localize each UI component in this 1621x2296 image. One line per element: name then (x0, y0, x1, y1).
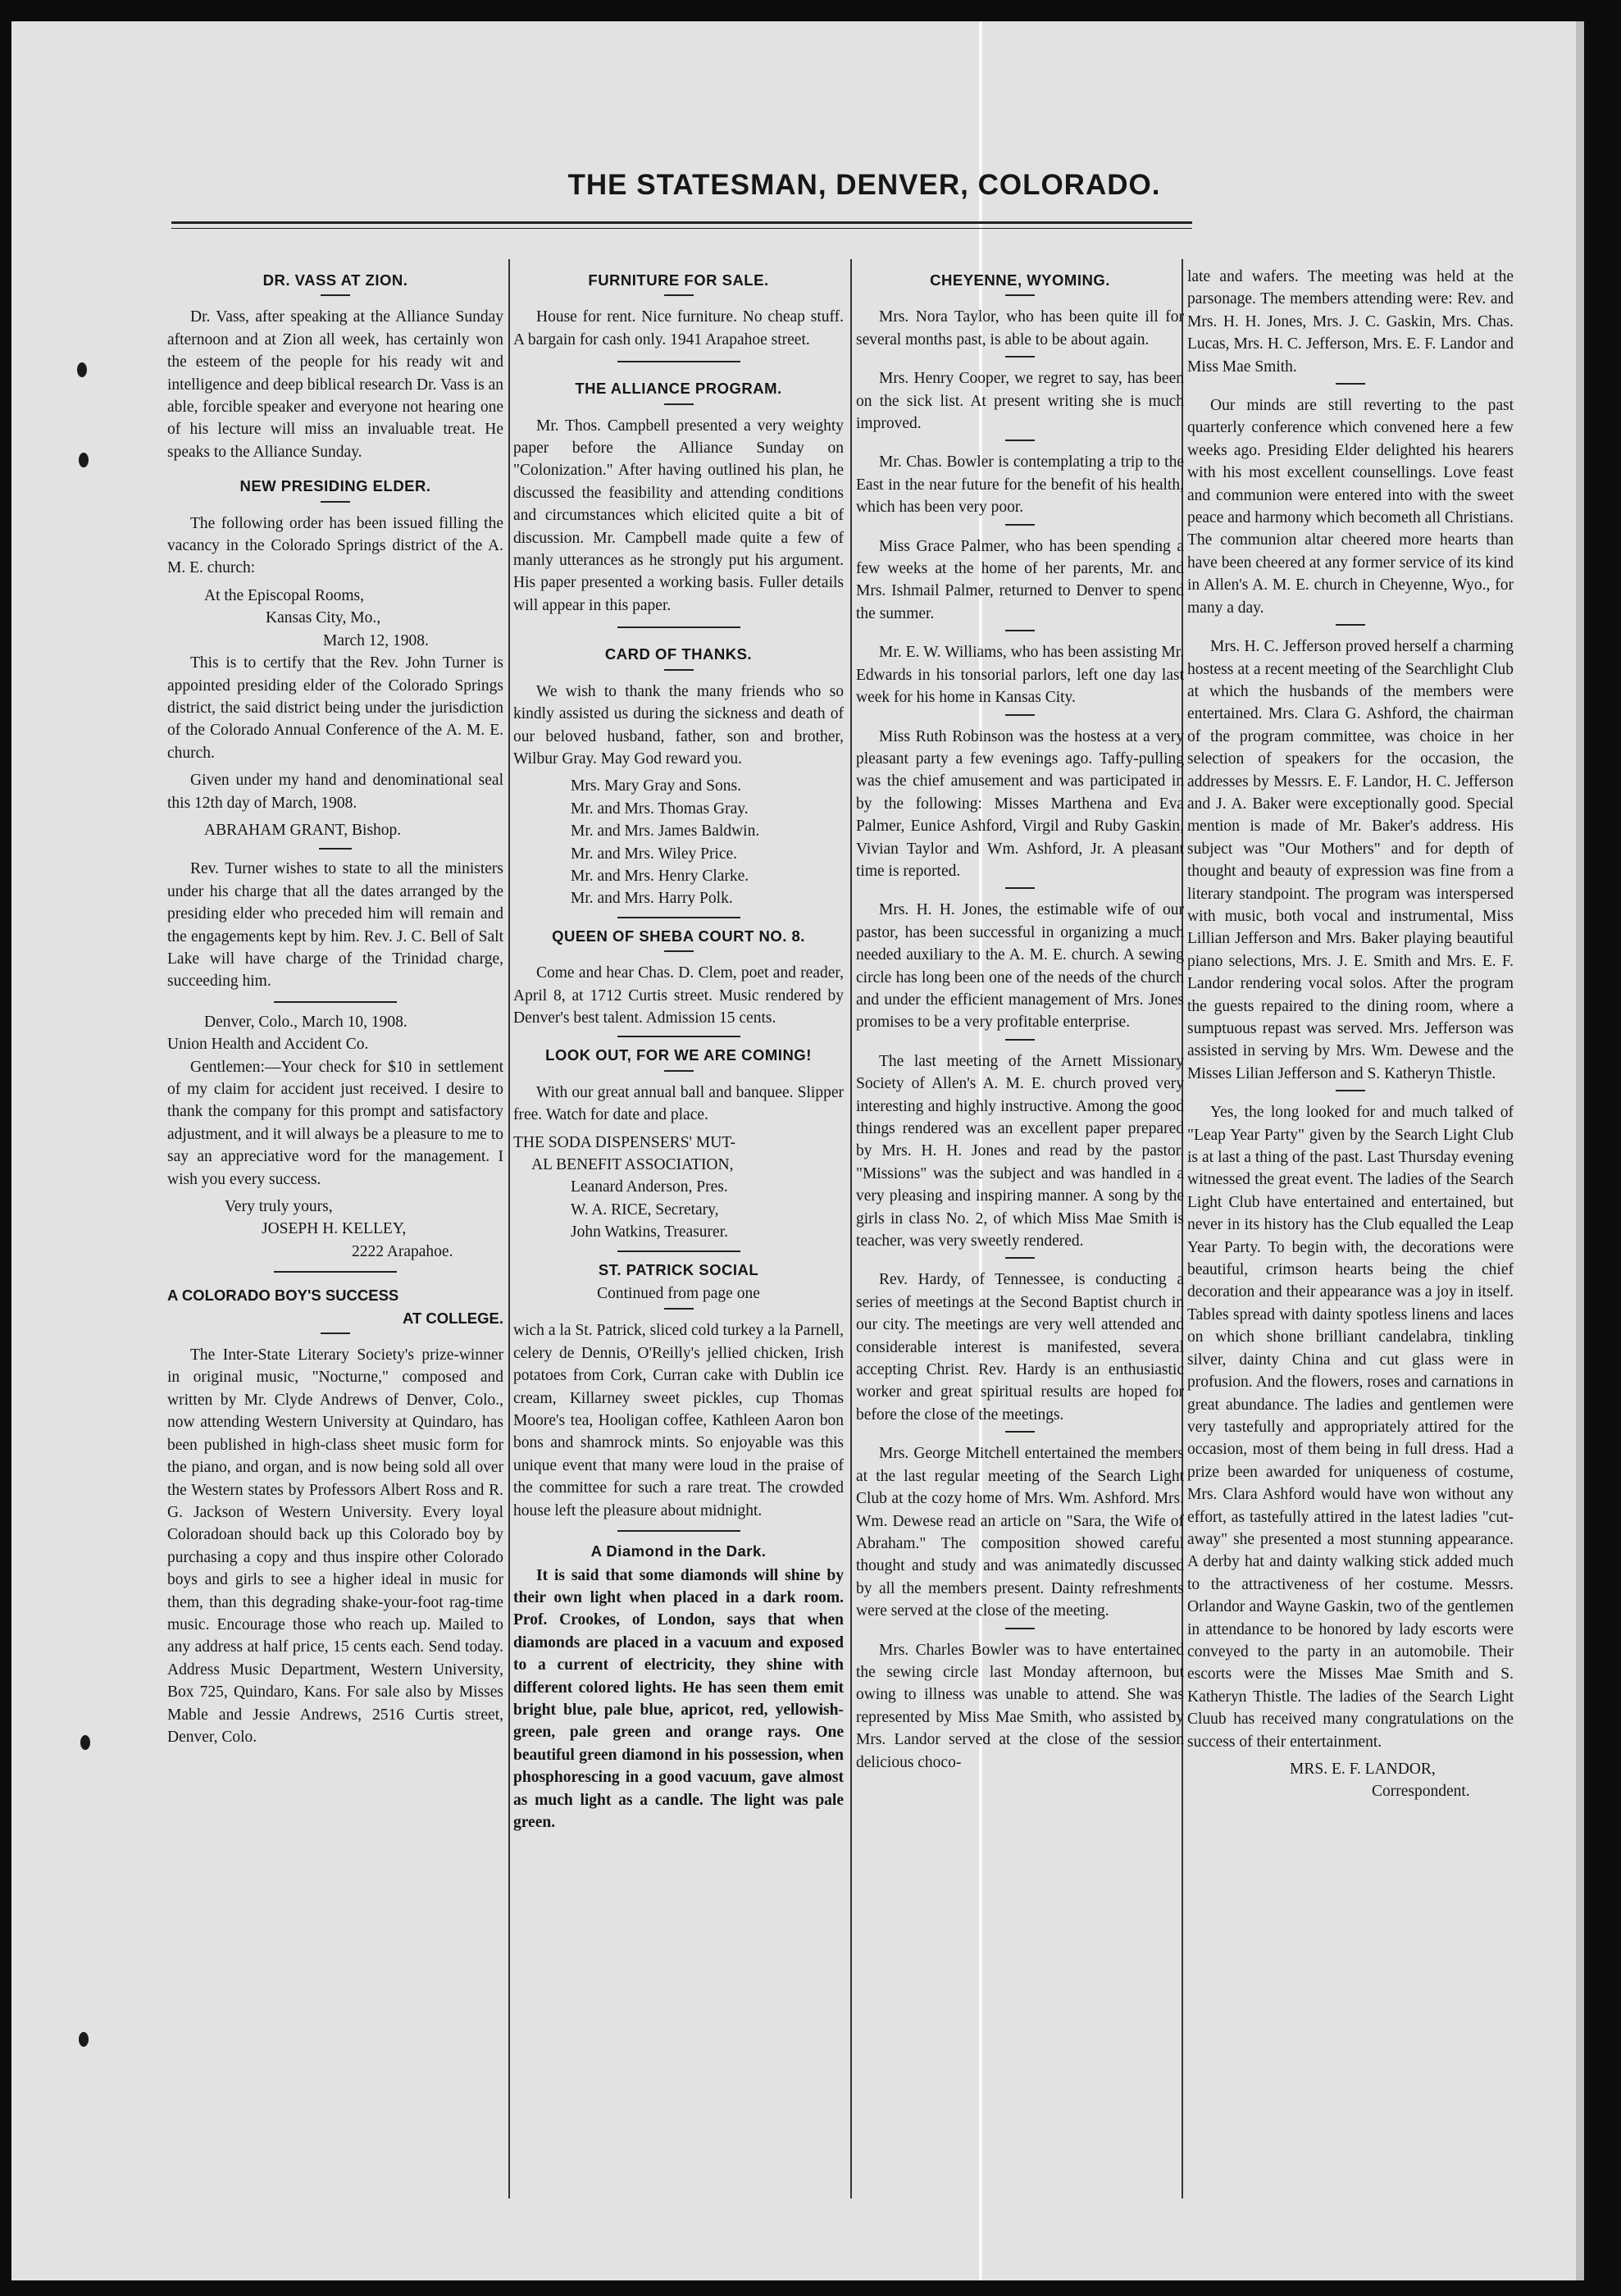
binding-hole (77, 362, 87, 377)
news-item: Mrs. H. C. Jefferson proved herself a charming hostess at a recent meeting of the Searchlight Club at which the husbands of the members were entertained. Mrs. Clara G. Ashford, the chairman of the program committee, was choice in her selection of speakers for the occasion, the addresses by Messrs. E. F. Landor, H. C. Jefferson and J. A. Baker were exceptionally good. Special mention is made of Mr. Baker's address. His subject was "Our Mothers" and for depth of thought and beauty of expression was fine from a literary standpoint. The program was interspersed with music, both vocal and instrumental, Miss Lillian Jefferson and Mrs. Baker playing beautiful piano selections, Mrs. J. E. Smith and Mrs. E. F. Landor rendering vocal solos. After the program the guests repaired to the dining room, where a sumptuous repast was served. Mrs. Jefferson was assisted in serving by Mrs. Wm. Dewese and the Misses Lilian Jefferson and S. Katheryn Thistle. (1187, 638, 1514, 1082)
news-item: Mrs. Henry Cooper, we regret to say, has been on the sick list. At present writing she is much improved. (856, 370, 1184, 433)
headline-queen-of-sheba: QUEEN OF SHEBA COURT NO. 8. (552, 927, 805, 945)
dash-rule (1005, 887, 1035, 889)
headline-cheyenne: CHEYENNE, WYOMING. (930, 271, 1110, 289)
dash-rule (664, 950, 694, 952)
association-line: THE SODA DISPENSERS' MUT- (513, 1133, 735, 1151)
article-paragraph: With our great annual ball and banquee. Slipper free. Watch for date and place. (513, 1083, 844, 1124)
association-officer: Leanard Anderson, Pres. (571, 1178, 728, 1196)
thanks-name: Mr. and Mrs. Wiley Price. (571, 845, 738, 863)
dateline: March 12, 1908. (323, 631, 429, 649)
article-paragraph: wich a la St. Patrick, sliced cold turkey a la Parnell, celery de Dennis, O'Reilly's jellied chicken, Irish potatoes from Cork, Curran cake with Dublin ice cream, Killarney sweet pickles, cup Thomas Moore's tea, Hooligan coffee, Kathleen Aaron bon bons and shamrock mints. So enjoyable was this unique event that many were loud in the praise of the committee for such a rare treat. The crowded house left the pleasure about midnight. (513, 1322, 844, 1519)
thanks-name: Mr. and Mrs. James Baldwin. (571, 822, 760, 840)
masthead: THE STATESMAN, DENVER, COLORADO. (567, 169, 1161, 201)
headline-presiding-elder: NEW PRESIDING ELDER. (239, 477, 431, 495)
dash-rule (1005, 1039, 1035, 1041)
association-officer: John Watkins, Treasurer. (571, 1223, 728, 1241)
news-item: Rev. Hardy, of Tennessee, is conducting a series of meetings at the Second Baptist church in our city. The meetings are very well attended and considerable interest is manifested, several accepting Christ. Rev. Hardy is an enthusiastic worker and great spiritual results are hoped for before the close of the meetings. (856, 1271, 1184, 1424)
headline-look-out: LOOK OUT, FOR WE ARE COMING! (545, 1046, 812, 1064)
column-4 (1187, 266, 1514, 1803)
newspaper-page (11, 21, 1584, 2280)
letter-closing: Very truly yours, (225, 1198, 333, 1216)
headline-st-patrick: ST. PATRICK SOCIAL (598, 1260, 759, 1278)
dash-rule (664, 403, 694, 405)
dash-rule (321, 1332, 350, 1334)
news-item: Yes, the long looked for and much talked of "Leap Year Party" given by the Search Light Club is at last a thing of the past. Last Thursday evening witnessed the great event. The ladies of the Search Light Club have entertained and entertained, but never in its history has the Club equalled the Leap Year Party. To begin with, the decorations were beautiful, crimson hearts being the chief decoration and their appearance was a joy in itself. Tables spread with dainty spotless linens and laces on which shone brilliant candelabra, tinkling silver, dainty China and cut glass were in profusion. And the flowers, roses and carnations in great abundance. The ladies and gentlemen were very tastefully and appropriately attired for the occasion, most of them being in full dress. Had a prize been awarded for uniqueness of costume, Mrs. Clara Ashford would have won without any effort, as tastefully attired in the latest ladies "cut-away" she presented a most stunning appearance. A derby hat and dainty walking stick added much to the attractiveness of her costume. Messrs. Orlandor and Wayne Gaskin, two of the gentlemen in attendance to be honored by lady escorts were conveyed to the party in an automobile. Their escorts were the Misses Mae Smith and S. Katheryn Thistle. The ladies of the Search Light Cluub has received many congratulations on the success of their entertainment. (1187, 1104, 1514, 1751)
headline-furniture: FURNITURE FOR SALE. (588, 271, 769, 289)
letter-signature: JOSEPH H. KELLEY, (262, 1220, 407, 1238)
article-paragraph: Given under my hand and denominational seal this 12th day of March, 1908. (167, 772, 503, 812)
dash-rule (1005, 1431, 1035, 1433)
dash-rule (1336, 624, 1365, 626)
binding-hole (79, 453, 89, 467)
dash-rule (1005, 1257, 1035, 1259)
masthead-rule (171, 221, 1192, 224)
dash-rule (664, 294, 694, 296)
thanks-name: Mr. and Mrs. Harry Polk. (571, 890, 733, 908)
news-item: The last meeting of the Arnett Missionary Society of Allen's A. M. E. church proved very interesting and highly instructive. Among the good things rendered was an excellent paper prepared by Mrs. H. H. Jones and read by the pastor. "Missions" was the subject and was handled in a very pleasing and inspiring manner. A song by the girls in class No. 2, of which Miss Mae Smith is teacher, was very sweetly rendered. (856, 1052, 1184, 1250)
dateline: Kansas City, Mo., (266, 609, 381, 627)
dash-rule (321, 501, 350, 503)
dateline: At the Episcopal Rooms, (204, 586, 364, 604)
section-rule (617, 1530, 740, 1532)
dash-rule (1336, 1090, 1365, 1091)
section-rule (274, 1001, 397, 1003)
dash-rule (319, 848, 352, 850)
article-paragraph: House for rent. Nice furniture. No cheap stuff. A bargain for cash only. 1941 Arapahoe street. (513, 308, 844, 348)
association-line: AL BENEFIT ASSOCIATION, (531, 1156, 734, 1173)
thanks-name: Mrs. Mary Gray and Sons. (571, 777, 741, 795)
association-officer: W. A. RICE, Secretary, (571, 1200, 719, 1219)
news-item: Mr. E. W. Williams, who has been assisting Mr. Edwards in his tonsorial parlors, left one day last week for his home in Kansas City. (856, 644, 1184, 707)
news-item: Miss Ruth Robinson was the hostess at a very pleasant party a few evenings ago. Taffy-pulling was the chief amusement and was participated in by the following: Misses Marthena and Eva Palmer, Eunice Ashford, Virgil and Ruby Gaskin, Vivian Taylor and Wm. Ashford, Jr. A pleasant time is reported. (856, 727, 1184, 880)
news-item: Mrs. Charles Bowler was to have entertained the sewing circle last Monday afternoon, but owing to illness was unable to attend. She was represented by Miss Mae Smith, who assisted by Mrs. Landor served at the close of the session delicious choco- (856, 1641, 1184, 1771)
letter-address: 2222 Arapahoe. (352, 1242, 453, 1260)
headline-alliance: THE ALLIANCE PROGRAM. (575, 380, 782, 398)
column-2 (513, 266, 844, 1838)
masthead-rule-thin (171, 228, 1192, 229)
headline-dr-vass: DR. VASS AT ZION. (262, 271, 408, 289)
article-paragraph: It is said that some diamonds will shine by their own light when placed in a dark room. Prof. Crookes, of London, says that when diamonds are placed in a vacuum and exposed to a current of electricity, they shine with different colored lights. He has seen them emit bright blue, pale blue, apricot, red, yellowish-green, pale green and orange rays. One beautiful green diamond in his possession, when phosphorescing in a good vacuum, gave almost as much light as a candle. The light was pale green. (513, 1566, 844, 1831)
section-rule (617, 361, 740, 362)
news-item: Mrs. H. H. Jones, the estimable wife of our pastor, has been successful in organizing a much needed auxiliary to the A. M. E. church. A sewing circle has long been one of the needs of the church and under the efficient management of Mrs. Jones promises to be a very profitable enterprise. (856, 901, 1184, 1032)
section-rule (617, 917, 740, 918)
thanks-name: Mr. and Mrs. Thomas Gray. (571, 800, 749, 818)
dash-rule (321, 294, 350, 296)
dash-rule (1005, 714, 1035, 716)
article-paragraph: We wish to thank the many friends who so kindly assisted us during the sickness and death of our beloved husband, father, son and brother, Wilbur Gray. May God reward you. (513, 682, 844, 768)
dash-rule (1005, 630, 1035, 631)
letter-dateline: Denver, Colo., March 10, 1908. (204, 1013, 408, 1031)
article-paragraph: Dr. Vass, after speaking at the Alliance Sunday afternoon and at Zion all week, has certainly won the esteem of the people for his ready wit and intelligence and deep biblical research Dr. Vass is an able, forcible speaker and everyone not hearing one of his lecture will miss an invaluable treat. He speaks to the Alliance Sunday. (167, 308, 503, 461)
headline-colorado-boy-2: AT COLLEGE. (403, 1309, 503, 1327)
column-3 (856, 266, 1184, 1779)
dash-rule (664, 669, 694, 671)
section-rule (617, 1036, 740, 1037)
dash-rule (664, 1070, 694, 1072)
dash-rule (1005, 294, 1035, 296)
article-paragraph: This is to certify that the Rev. John Turner is appointed presiding elder of the Colorado Springs district, the said district being under the jurisdiction of the Colorado Annual Conference of the A. M. E. church. (167, 654, 503, 762)
article-paragraph: Rev. Turner wishes to state to all the ministers under his charge that all the dates arranged by the presiding elder who preceded him will remain and the engagements kept by him. Rev. J. C. Bell of Salt Lake will have charge of the Trinidad charge, succeeding him. (167, 860, 503, 991)
section-rule (617, 1250, 740, 1252)
letter-paragraph: Gentlemen:—Your check for $10 in settlement of my claim for accident just received. I desire to thank the company for this prompt and satisfactory adjustment, and it will always be a pleasure to me to say an appreciative word for the management. I wish you every success. (167, 1058, 503, 1188)
section-rule (617, 626, 740, 628)
dash-rule (1336, 383, 1365, 385)
dash-rule (1005, 1628, 1035, 1629)
headline-card-of-thanks: CARD OF THANKS. (604, 645, 753, 663)
news-item: Mr. Chas. Bowler is contemplating a trip to the East in the near future for the benefit of his health, which has been very poor. (856, 453, 1184, 517)
news-item: Miss Grace Palmer, who has been spending a few weeks at the home of her parents, Mr. and Mrs. Ishmail Palmer, returned to Denver to spend the summer. (856, 537, 1184, 622)
news-item: Mrs. George Mitchell entertained the members at the last regular meeting of the Search Light Club at the cozy home of Mrs. Wm. Ashford. Mrs. Wm. Dewese read an article on "Sara, the Wife of Abraham." The composition showed careful thought and study and was animatedly discussed by all the members present. Dainty refreshments were served at the close of the meeting. (856, 1445, 1184, 1620)
correspondent-title: Correspondent. (1372, 1783, 1470, 1801)
article-paragraph: Mr. Thos. Campbell presented a very weighty paper before the Alliance Sunday on "Colonization." After having outlined his plan, he discussed the feasibility and attending conditions and circumstances which elicited quite a bit of discussion. Mr. Campbell made quite a few of manly utterances as he strongly put his argument. His paper presented a working basis. Fuller details will appear in this paper. (513, 417, 844, 614)
dash-rule (1005, 440, 1035, 441)
binding-hole (79, 2032, 89, 2047)
news-item: late and wafers. The meeting was held at the parsonage. The members attending were: Rev. and Mrs. H. H. Jones, Mrs. J. C. Gaskin, Mrs. Chas. Lucas, Mrs. H. C. Jefferson, Mrs. E. F. Landor and Miss Mae Smith. (1187, 268, 1514, 376)
dash-rule (1005, 524, 1035, 526)
column-rule (508, 259, 510, 2198)
continued-note: Continued from page one (597, 1285, 760, 1303)
news-item: Mrs. Nora Taylor, who has been quite ill for several months past, is able to be about again. (856, 308, 1184, 348)
article-paragraph: The Inter-State Literary Society's prize-winner in original music, "Nocturne," composed and written by Mr. Clyde Andrews of Denver, Colo., now attending Western University at Quindaro, has been published in high-class sheet music form for the piano, and organ, and is now being sold all over the Western states by Professors Albert Ross and R. G. Jackson of Western University. Every loyal Coloradoan should back up this Colorado boy by purchasing a copy and thus inspire other Colorado boys and girls to see a higher ideal in music for them, than this degrading shake-your-foot rag-time music. Encourage those who reach up. Mailed to any address at half price, 15 cents each. Send today. Address Music Department, Western University, Box 725, Quindaro, Kans. For sale also by Misses Mable and Jessie Andrews, 2516 Curtis street, Denver, Colo. (167, 1346, 503, 1746)
diamond-article (513, 1565, 844, 1834)
dash-rule (664, 1308, 694, 1310)
headline-colorado-boy: A COLORADO BOY'S SUCCESS (167, 1287, 399, 1305)
section-rule (274, 1271, 397, 1273)
news-item: Our minds are still reverting to the past quarterly conference which convened here a few weeks ago. Presiding Elder delighted his hearers with his most excellent counsellings. Love feast and communion were entered into with the sweet peace and harmony which becometh all Christians. The communion altar cheered more hearts than have been cheered at any former service of its kind in Allen's A. M. E. church in Cheyenne, Wyo., for many a day. (1187, 397, 1514, 617)
dash-rule (1005, 356, 1035, 358)
letter-addressee: Union Health and Accident Co. (167, 1036, 369, 1054)
thanks-name: Mr. and Mrs. Henry Clarke. (571, 867, 749, 885)
binding-hole (80, 1735, 90, 1750)
column-rule (850, 259, 852, 2198)
signature: ABRAHAM GRANT, Bishop. (204, 821, 402, 839)
article-paragraph: Come and hear Chas. D. Clem, poet and reader, April 8, at 1712 Curtis street. Music rendered by Denver's best talent. Admission 15 cents. (513, 964, 844, 1027)
column-1 (167, 266, 503, 1753)
article-paragraph: The following order has been issued filling the vacancy in the Colorado Springs district of the A. M. E. church: (167, 514, 503, 577)
correspondent-name: MRS. E. F. LANDOR, (1290, 1761, 1436, 1778)
headline-diamond: A Diamond in the Dark. (590, 1542, 767, 1560)
